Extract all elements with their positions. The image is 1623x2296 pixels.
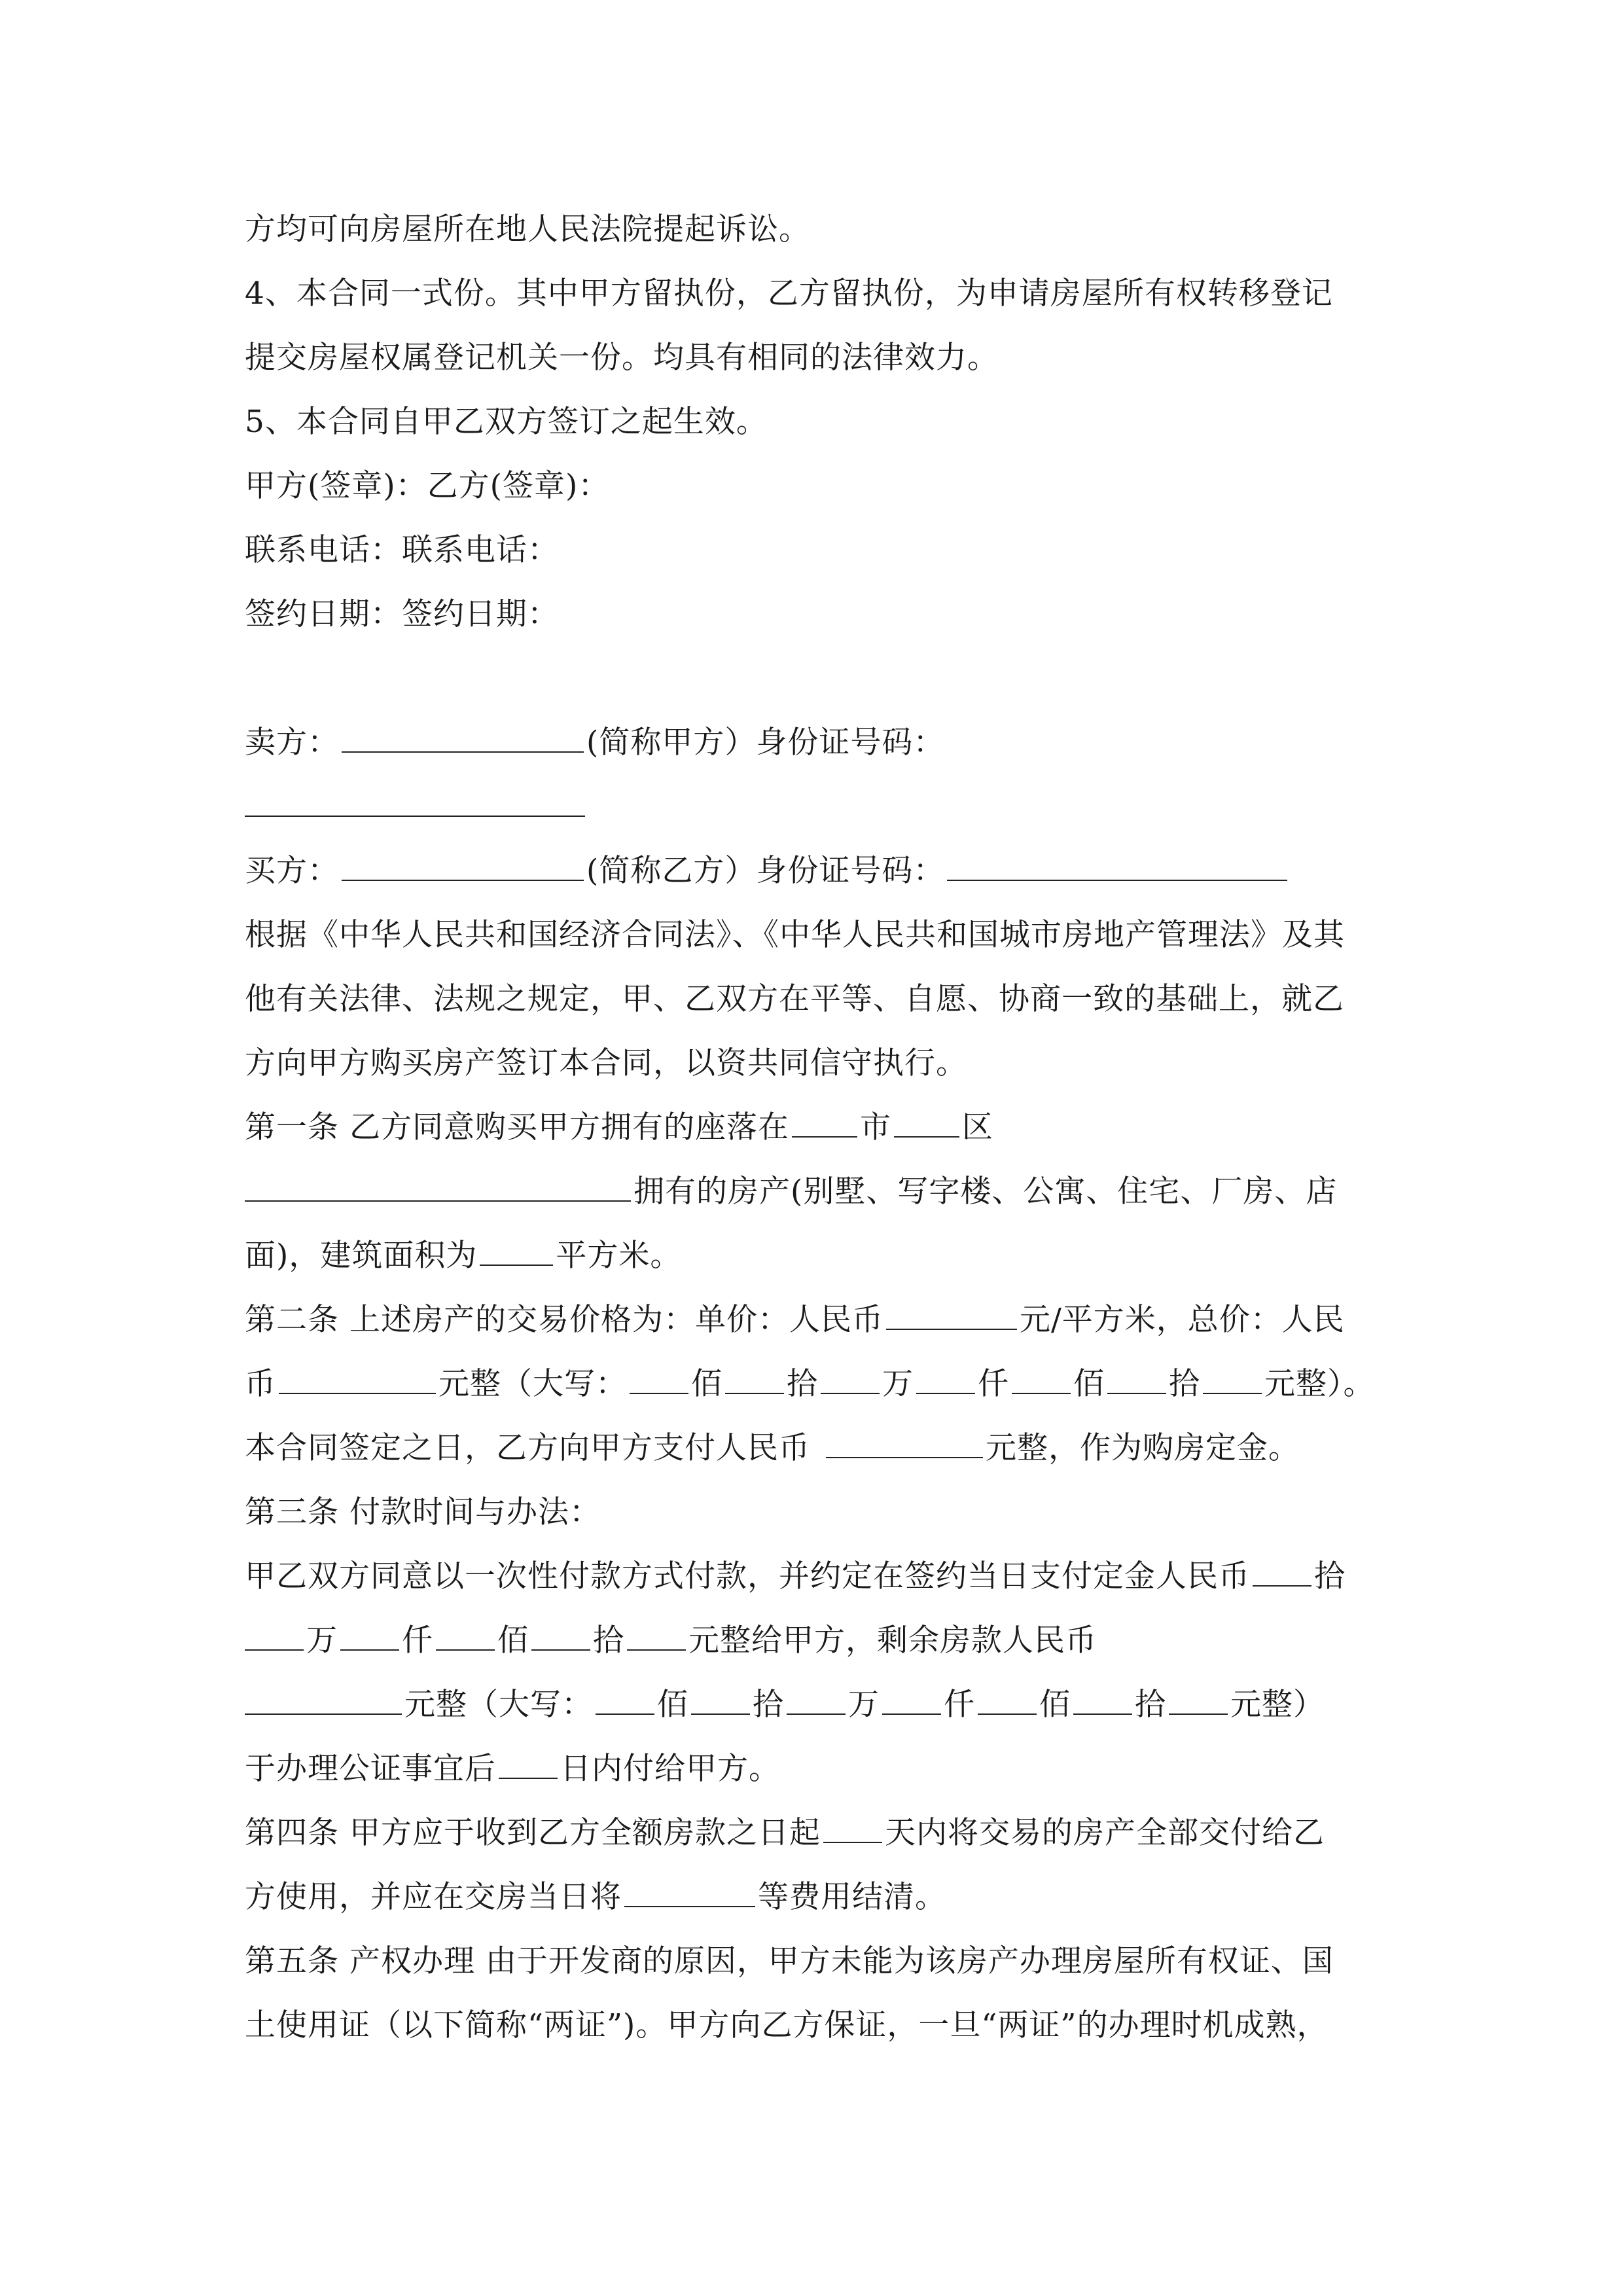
unit-text: 元整） bbox=[1230, 1687, 1325, 1723]
article-3-text: 元整（大写： bbox=[404, 1687, 593, 1723]
amount-blank bbox=[1107, 1367, 1166, 1394]
article-2-line bbox=[245, 1288, 1423, 1352]
buyer-label: 买方： bbox=[245, 853, 339, 889]
buyer-id-blank bbox=[947, 853, 1287, 881]
unit-text: 拾 bbox=[753, 1687, 784, 1723]
amount-blank bbox=[531, 1623, 590, 1651]
amount-blank bbox=[630, 1367, 688, 1394]
amount-blank bbox=[340, 1623, 399, 1651]
article-4-line bbox=[245, 1865, 1423, 1929]
article-2-text: 币 bbox=[245, 1366, 276, 1402]
phone-line: 联系电话：联系电话： bbox=[245, 532, 559, 568]
article-4-text: 方使用，并应在交房当日将 bbox=[245, 1879, 622, 1915]
article-3-line bbox=[245, 1673, 1423, 1737]
unit-text: 佰 bbox=[497, 1623, 529, 1659]
intro-line: 根据《中华人民共和国经济合同法》、《中华人民共和国城市房地产管理法》及其 bbox=[245, 917, 1345, 953]
amount-blank bbox=[882, 1687, 941, 1715]
article-1-line bbox=[245, 1224, 1423, 1288]
text-line: 方均可向房屋所在地人民法院提起诉讼。 bbox=[245, 211, 810, 247]
article-2-line bbox=[245, 1416, 1423, 1480]
unit-text: 拾 bbox=[787, 1366, 818, 1402]
unit-text: 拾 bbox=[1169, 1366, 1200, 1402]
amount-blank bbox=[691, 1687, 750, 1715]
article-5-line: 土使用证（以下简称“两证”)。甲方向乙方保证，一旦“两证”的办理时机成熟， bbox=[245, 2007, 1329, 2043]
article-2-line bbox=[245, 1352, 1423, 1416]
article-1-line bbox=[245, 1160, 1423, 1224]
article-1-text: 面)，建筑面积为 bbox=[245, 1238, 478, 1274]
article-4-line bbox=[245, 1801, 1423, 1865]
amount-blank bbox=[1169, 1687, 1228, 1715]
amount-blank bbox=[596, 1687, 654, 1715]
amount-blank bbox=[916, 1367, 975, 1394]
article-3-title: 第三条 付款时间与办法： bbox=[245, 1494, 601, 1530]
seller-abbr: (简称甲方）身份证号码： bbox=[586, 725, 945, 761]
fees-blank bbox=[624, 1880, 755, 1907]
unit-text: 仟 bbox=[944, 1687, 975, 1723]
intro-line: 他有关法律、法规之规定，甲、乙双方在平等、自愿、协商一致的基础上，就乙 bbox=[245, 981, 1344, 1017]
contract-text bbox=[245, 198, 1423, 2058]
article-3-text: 于办理公证事宜后 bbox=[245, 1751, 496, 1787]
city-unit: 市 bbox=[859, 1109, 891, 1145]
article-2-text: 元整，作为购房定金。 bbox=[986, 1430, 1300, 1466]
address-blank bbox=[245, 1174, 631, 1202]
article-3-text: 元整给甲方，剩余房款人民币 bbox=[688, 1623, 1097, 1659]
amount-blank bbox=[725, 1367, 784, 1394]
article-4-text: 第四条 甲方应于收到乙方全额房款之日起 bbox=[245, 1815, 821, 1851]
amount-blank bbox=[821, 1367, 880, 1394]
seller-name-blank bbox=[342, 725, 584, 753]
amount-blank bbox=[627, 1623, 686, 1651]
amount-blank bbox=[978, 1687, 1037, 1715]
days-blank bbox=[499, 1751, 558, 1779]
total-price-blank bbox=[279, 1367, 436, 1394]
text-line: 5、本合同自甲乙双方签订之起生效。 bbox=[245, 404, 768, 440]
district-blank bbox=[894, 1110, 959, 1138]
article-3-text: 甲乙双方同意以一次性付款方式付款，并约定在签约当日支付定金人民币 bbox=[245, 1558, 1250, 1594]
unit-text: 元整）。 bbox=[1264, 1366, 1375, 1402]
unit-text: 仟 bbox=[978, 1366, 1009, 1402]
unit-text: 佰 bbox=[657, 1687, 688, 1723]
buyer-line bbox=[245, 839, 1423, 903]
seller-label: 卖方： bbox=[245, 725, 339, 761]
article-4-text: 等费用结清。 bbox=[758, 1879, 946, 1915]
text-line: 提交房屋权属登记机关一份。均具有相同的法律效力。 bbox=[245, 340, 999, 376]
buyer-abbr: (简称乙方）身份证号码： bbox=[586, 853, 945, 889]
unit-text: 佰 bbox=[691, 1366, 722, 1402]
deposit-blank bbox=[826, 1431, 983, 1458]
area-blank bbox=[480, 1238, 553, 1266]
unit-text: 万 bbox=[882, 1366, 914, 1402]
amount-blank bbox=[1203, 1367, 1262, 1394]
article-3-line bbox=[245, 1545, 1423, 1609]
article-1-line bbox=[245, 1096, 1423, 1160]
amount-blank bbox=[436, 1623, 495, 1651]
amount-blank bbox=[1012, 1367, 1071, 1394]
unit-text: 万 bbox=[848, 1687, 880, 1723]
article-1-text: 第一条 乙方同意购买甲方拥有的座落在 bbox=[245, 1109, 789, 1145]
amount-blank bbox=[1073, 1687, 1132, 1715]
section-gap bbox=[245, 647, 1423, 711]
date-line: 签约日期：签约日期： bbox=[245, 596, 559, 632]
article-2-text: 元整（大写： bbox=[438, 1366, 627, 1402]
article-1-text: 平方米。 bbox=[556, 1238, 682, 1274]
signature-line: 甲方(签章)：乙方(签章)： bbox=[245, 468, 610, 504]
article-2-text: 本合同签定之日，乙方向甲方支付人民币 bbox=[245, 1430, 810, 1466]
unit-text: 拾 bbox=[593, 1623, 624, 1659]
article-3-text: 日内付给甲方。 bbox=[560, 1751, 780, 1787]
unit-text: 佰 bbox=[1073, 1366, 1105, 1402]
days-blank bbox=[823, 1816, 882, 1843]
text-line: 4、本合同一式份。其中甲方留执份，乙方留执份，为申请房屋所有权转移登记 bbox=[245, 276, 1333, 312]
unit-text: 仟 bbox=[402, 1623, 433, 1659]
seller-id-blank bbox=[245, 789, 585, 817]
unit-text: 佰 bbox=[1039, 1687, 1071, 1723]
unit-price-blank bbox=[886, 1302, 1017, 1330]
buyer-name-blank bbox=[342, 853, 584, 881]
article-4-text: 天内将交易的房产全部交付给乙 bbox=[884, 1815, 1325, 1851]
unit-text: 拾 bbox=[1135, 1687, 1166, 1723]
article-2-text: 第二条 上述房产的交易价格为：单价：人民币 bbox=[245, 1302, 883, 1338]
article-3-line bbox=[245, 1609, 1423, 1673]
article-1-text: 拥有的房产(别墅、写字楼、公寓、住宅、厂房、店 bbox=[633, 1174, 1338, 1210]
unit-text: 万 bbox=[306, 1623, 338, 1659]
article-3-line bbox=[245, 1737, 1423, 1801]
amount-blank bbox=[1253, 1559, 1311, 1587]
city-blank bbox=[792, 1110, 857, 1138]
seller-id-line bbox=[245, 775, 1423, 839]
seller-line bbox=[245, 711, 1423, 775]
article-5-line: 第五条 产权办理 由于开发商的原因，甲方未能为该房产办理房屋所有权证、国 bbox=[245, 1943, 1334, 1979]
article-2-text: 元/平方米，总价：人民 bbox=[1019, 1302, 1345, 1338]
amount-blank bbox=[787, 1687, 846, 1715]
unit-text: 拾 bbox=[1314, 1558, 1346, 1594]
intro-line: 方向甲方购买房产签订本合同，以资共同信守执行。 bbox=[245, 1045, 967, 1081]
district-unit: 区 bbox=[961, 1109, 993, 1145]
amount-blank bbox=[245, 1623, 304, 1651]
remaining-blank bbox=[245, 1687, 402, 1715]
